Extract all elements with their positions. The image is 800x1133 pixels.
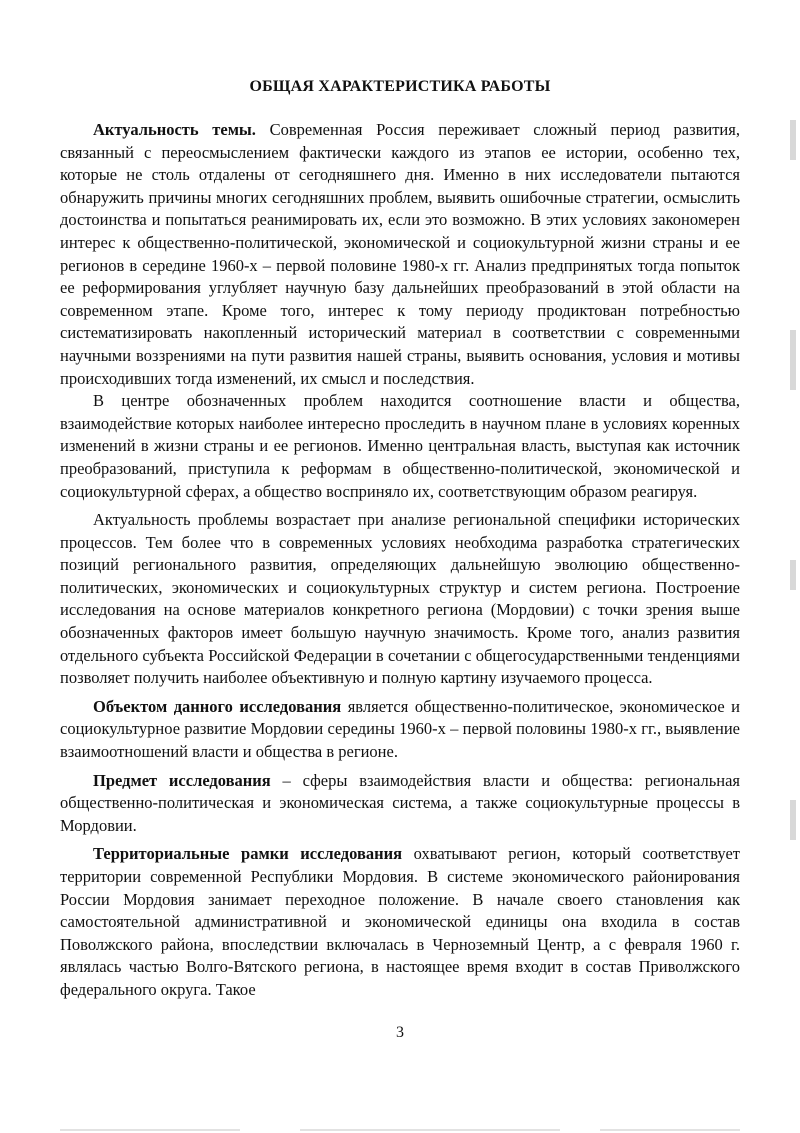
paragraph-lead: Предмет исследования — [93, 770, 271, 790]
section-title: ОБЩАЯ ХАРАКТЕРИСТИКА РАБОТЫ — [249, 78, 551, 95]
paragraph-text: охватывают регион, который соответствует территории современной Республики Мордовия. В системе экономического районирования России Мордовия занимает переходное положение. В начале своего становления как самостоятельной административной и экономической единицы она входила в состав Поволжского района, впоследствии включалась в Черноземный Центр, а с февраля 1960 г. являлась частью Волго-Вятского региона, в настоящее время входит в состав Приволжского федерального округа. Такое — [60, 844, 740, 999]
paragraph-text: – сферы взаимодействия власти и общества: региональная общественно-политическая и экономическая система, а также социокультурные процессы в Мордовии. — [60, 770, 741, 835]
paragraph-research-subject — [60, 770, 740, 838]
scan-bottom-artifact — [300, 1129, 560, 1131]
paragraph-text: является общественно-политическое, экономическое и социокультурное развитие Мордовии середины 1960-х – первой половины 1980-х гг., выявление взаимоотношений власти и общества в регионе. — [60, 696, 740, 762]
paragraph-lead: Актуальность темы. — [93, 120, 256, 139]
scan-edge-artifact — [790, 330, 796, 390]
paragraph-power-society: В центре обозначенных проблем находится соотношение власти и общества, взаимодействие которых наиболее интересно проследить в научном плане в условиях коренных изменений в жизни страны и ее регионов. Именно центральная власть, выступая как источник преобразований, приступила к реформам в общественно-политической, экономической и социокультурной сферах, а общество восприняло их, соответствующим образом реагируя. — [60, 391, 740, 501]
page-number: 3 — [396, 1024, 404, 1041]
scan-edge-artifact — [790, 800, 796, 840]
paragraph-research-object — [60, 696, 740, 764]
scan-bottom-artifact — [60, 1129, 240, 1131]
document-body — [60, 119, 740, 1002]
scan-edge-artifact — [790, 120, 796, 160]
paragraph-regional-specifics: Актуальность проблемы возрастает при анализе региональной специфики исторических процессов. Тем более что в современных условиях необходима разработка стратегических позиций регионального развития, определяющих дальнейшую эволюцию общественно-политических, экономических и социокультурных структур и систем региона. Построение исследования на основе материалов конкретного региона (Мордовии) с точки зрения выше обозначенных факторов имеет большую научную значимость. Кроме того, анализ развития отдельного субъекта Российской Федерации в сочетании с общегосударственными тенденциями позволяет получить наиболее объективную и полную картину изучаемого процесса. — [60, 510, 740, 688]
paragraph-lead: Объектом данного исследования — [93, 696, 342, 716]
paragraph-lead: Территориальные рамки исследования — [93, 844, 403, 864]
paragraph-territorial-scope — [60, 843, 740, 1001]
scan-bottom-artifact — [600, 1129, 740, 1131]
scan-edge-artifact — [790, 560, 796, 590]
paragraph-text: Современная Россия переживает сложный период развития, связанный с переосмыслением фактически каждого из этапов ее истории, особенно тех, которые не столь отдалены от сегодняшнего дня. Именно в них исследователи пытаются обнаружить причины многих сегодняшних проблем, выявить ошибочные стратегии, осмыслить достоинства и попытаться реанимировать их, если это возможно. В этих условиях закономерен интерес к общественно-политической, экономической и социокультурной жизни страны и ее регионов в середине 1960-х – первой половине 1980-х гг. Анализ предпринятых тогда попыток ее реформирования углубляет научную базу дальнейших преобразований в этой области на современном этапе. Кроме того, интерес к тому периоду продиктован потребностью систематизировать накопленный исторический материал в соответствии с современными научными воззрениями на пути развития нашей страны, выявить основания, условия и мотивы происходивших тогда изменений, их смысл и последствия. — [60, 120, 740, 388]
paragraph-relevance — [60, 119, 740, 390]
